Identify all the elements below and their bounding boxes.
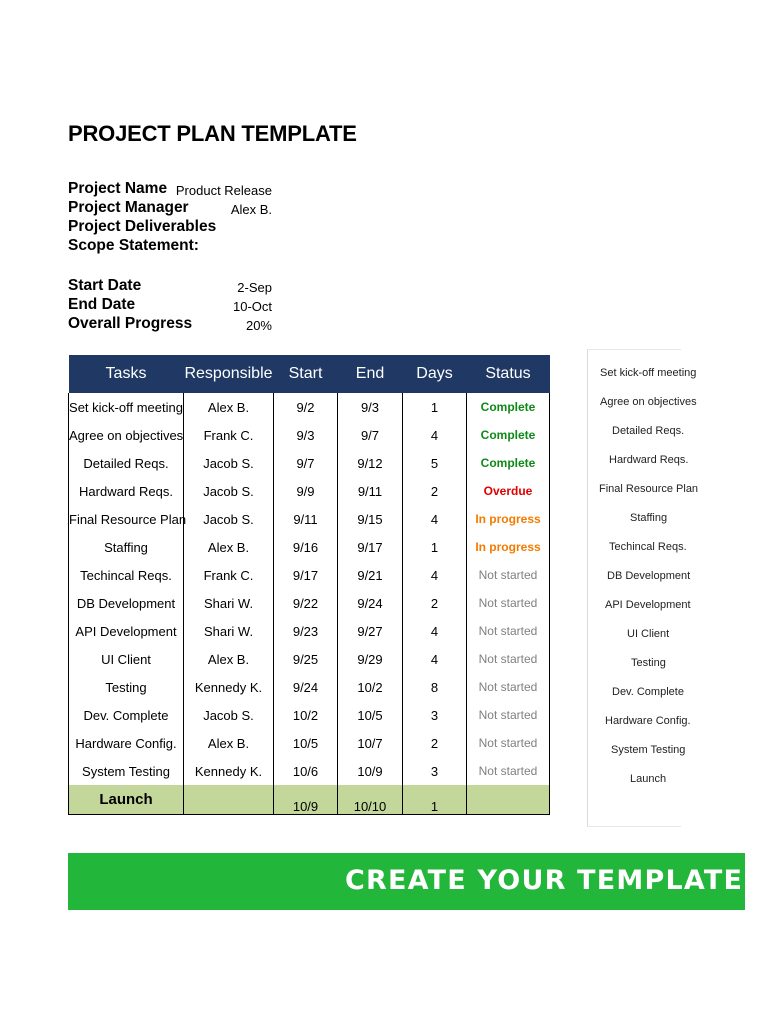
cell-status[interactable]: Complete: [467, 393, 550, 421]
cell-days[interactable]: 4: [403, 561, 467, 589]
table-row: [69, 477, 550, 505]
gantt-task-label-text: System Testing: [611, 744, 686, 756]
cell-status[interactable]: Not started: [467, 617, 550, 645]
gantt-task-label-text: Agree on objectives: [600, 396, 697, 408]
info-value[interactable]: 2-Sep: [237, 280, 272, 295]
gantt-task-label-text: Hardward Reqs.: [609, 454, 689, 466]
cell-task[interactable]: System Testing: [69, 757, 184, 785]
cell-status[interactable]: Not started: [467, 701, 550, 729]
cell-end[interactable]: 10/10: [338, 785, 403, 814]
table-row: [69, 533, 550, 561]
cell-responsible[interactable]: Jacob S.: [184, 477, 274, 505]
cell-task[interactable]: Staffing: [69, 533, 184, 561]
gantt-task-label: [612, 686, 684, 698]
cell-start[interactable]: 10/2: [274, 701, 338, 729]
table-row: [69, 421, 550, 449]
cell-responsible[interactable]: Kennedy K.: [184, 673, 274, 701]
cell-start[interactable]: 9/25: [274, 645, 338, 673]
cell-end[interactable]: 10/2: [338, 673, 403, 701]
table-row: [69, 393, 550, 421]
cell-task[interactable]: Techincal Reqs.: [69, 561, 184, 589]
gantt-task-label: [630, 773, 666, 785]
gantt-task-label: [605, 715, 691, 727]
gantt-task-label-text: Launch: [630, 773, 667, 785]
cell-start[interactable]: 9/3: [274, 421, 338, 449]
cell-status[interactable]: [467, 785, 550, 814]
cell-end[interactable]: 9/7: [338, 421, 403, 449]
gantt-task-label-text: Hardware Config.: [605, 715, 691, 727]
create-template-banner[interactable]: [68, 853, 745, 910]
cell-responsible[interactable]: Alex B.: [184, 393, 274, 421]
cell-task[interactable]: Testing: [69, 673, 184, 701]
cell-days[interactable]: 2: [403, 589, 467, 617]
gantt-task-label: [600, 396, 697, 408]
gantt-task-label: [609, 541, 687, 553]
cell-end[interactable]: 9/27: [338, 617, 403, 645]
cell-task[interactable]: Dev. Complete: [69, 701, 184, 729]
cell-end[interactable]: 9/24: [338, 589, 403, 617]
info-label: Start Date: [68, 277, 142, 294]
gantt-task-label-text: Final Resource Plan: [599, 483, 699, 495]
cell-task[interactable]: API Development: [69, 617, 184, 645]
cell-responsible[interactable]: Frank C.: [184, 421, 274, 449]
cell-start[interactable]: 9/11: [274, 505, 338, 533]
cell-start[interactable]: 9/9: [274, 477, 338, 505]
gantt-task-label: [609, 454, 688, 466]
column-header-responsible[interactable]: Responsible: [184, 355, 274, 393]
info-value[interactable]: Alex B.: [230, 202, 272, 217]
cell-responsible[interactable]: Alex B.: [184, 533, 274, 561]
gantt-task-label: [631, 657, 666, 669]
table-row: [69, 505, 550, 533]
cell-responsible[interactable]: Jacob S.: [184, 449, 274, 477]
table-row: [69, 673, 550, 701]
cell-task[interactable]: Launch: [69, 785, 184, 814]
gantt-task-label-text: DB Development: [607, 570, 691, 582]
cell-responsible[interactable]: Jacob S.: [184, 505, 274, 533]
cell-responsible[interactable]: Kennedy K.: [184, 757, 274, 785]
cell-status[interactable]: Complete: [467, 449, 550, 477]
gantt-task-label-text: UI Client: [627, 628, 670, 640]
cell-task[interactable]: Final Resource Plan: [69, 505, 184, 533]
gantt-task-label-text: Set kick-off meeting: [600, 367, 697, 379]
cell-task[interactable]: DB Development: [69, 589, 184, 617]
cell-days[interactable]: 3: [403, 701, 467, 729]
gantt-task-label: [607, 570, 690, 582]
cell-days[interactable]: 1: [403, 785, 467, 814]
cell-end[interactable]: 10/7: [338, 729, 403, 757]
gantt-task-label-text: Testing: [631, 657, 666, 669]
column-header-end[interactable]: End: [338, 355, 403, 393]
cell-days[interactable]: 2: [403, 729, 467, 757]
cell-days[interactable]: 1: [403, 393, 467, 421]
gantt-task-label: [611, 744, 685, 756]
cell-responsible[interactable]: Jacob S.: [184, 701, 274, 729]
cell-days[interactable]: 3: [403, 757, 467, 785]
banner-text: CREATE YOUR TEMPLATE: [345, 865, 744, 896]
cell-task[interactable]: UI Client: [69, 645, 184, 673]
cell-status[interactable]: Overdue: [467, 477, 550, 505]
info-value[interactable]: 10-Oct: [232, 299, 272, 314]
cell-start[interactable]: 9/17: [274, 561, 338, 589]
cell-start[interactable]: 10/5: [274, 729, 338, 757]
table-row: [69, 589, 550, 617]
column-header-tasks[interactable]: Tasks: [69, 355, 184, 393]
gantt-task-label-text: API Development: [605, 599, 691, 611]
info-label: Scope Statement:: [68, 237, 199, 254]
cell-task[interactable]: Set kick-off meeting: [69, 393, 184, 421]
cell-end[interactable]: 9/29: [338, 645, 403, 673]
column-header-days[interactable]: Days: [403, 355, 467, 393]
gantt-task-label-text: Dev. Complete: [612, 686, 684, 698]
column-header-start[interactable]: Start: [274, 355, 338, 393]
cell-days[interactable]: 2: [403, 477, 467, 505]
info-label: End Date: [68, 296, 136, 313]
cell-status[interactable]: Not started: [467, 589, 550, 617]
cell-days[interactable]: 8: [403, 673, 467, 701]
cell-end[interactable]: 10/9: [338, 757, 403, 785]
table-row: [69, 785, 550, 814]
gantt-task-label: [630, 512, 667, 524]
info-value[interactable]: Product Release: [175, 183, 272, 198]
gantt-task-label-text: Techincal Reqs.: [609, 541, 687, 553]
cell-start[interactable]: 9/23: [274, 617, 338, 645]
cell-status[interactable]: In progress: [467, 533, 550, 561]
cell-task[interactable]: Detailed Reqs.: [69, 449, 184, 477]
gantt-task-label-text: Detailed Reqs.: [612, 425, 685, 437]
info-label: Project Manager: [68, 199, 189, 216]
cell-days[interactable]: 1: [403, 533, 467, 561]
cell-status[interactable]: Not started: [467, 673, 550, 701]
cell-days[interactable]: 4: [403, 505, 467, 533]
cell-task[interactable]: Hardward Reqs.: [69, 477, 184, 505]
cell-task[interactable]: Agree on objectives: [69, 421, 184, 449]
cell-status[interactable]: Not started: [467, 561, 550, 589]
cell-days[interactable]: 4: [403, 421, 467, 449]
cell-end[interactable]: 9/15: [338, 505, 403, 533]
cell-status[interactable]: Complete: [467, 421, 550, 449]
cell-days[interactable]: 4: [403, 617, 467, 645]
cell-responsible[interactable]: Alex B.: [184, 729, 274, 757]
cell-end[interactable]: 10/5: [338, 701, 403, 729]
cell-start[interactable]: 10/9: [274, 785, 338, 814]
cell-days[interactable]: 4: [403, 645, 467, 673]
cell-end[interactable]: 9/11: [338, 477, 403, 505]
cell-status[interactable]: In progress: [467, 505, 550, 533]
table-row: [69, 561, 550, 589]
cell-status[interactable]: Not started: [467, 645, 550, 673]
table-row: [69, 701, 550, 729]
cell-start[interactable]: 9/7: [274, 449, 338, 477]
table-row: [69, 645, 550, 673]
cell-start[interactable]: 10/6: [274, 757, 338, 785]
cell-responsible[interactable]: Shari W.: [184, 617, 274, 645]
cell-start[interactable]: 9/16: [274, 533, 338, 561]
cell-end[interactable]: 9/17: [338, 533, 403, 561]
table-header-row: [69, 355, 550, 393]
gantt-task-label-text: Staffing: [630, 512, 668, 524]
cell-responsible[interactable]: [184, 785, 274, 814]
gantt-task-label: [627, 628, 669, 640]
gantt-task-label: [605, 599, 691, 611]
cell-start[interactable]: 9/22: [274, 589, 338, 617]
cell-responsible[interactable]: Alex B.: [184, 645, 274, 673]
column-header-status[interactable]: Status: [467, 355, 550, 393]
gantt-task-label: [599, 483, 698, 495]
cell-responsible[interactable]: Frank C.: [184, 561, 274, 589]
cell-responsible[interactable]: Shari W.: [184, 589, 274, 617]
cell-start[interactable]: 9/24: [274, 673, 338, 701]
gantt-task-label: [612, 425, 684, 437]
table-row: [69, 617, 550, 645]
gantt-task-label: [600, 367, 696, 379]
cell-days[interactable]: 5: [403, 449, 467, 477]
info-value[interactable]: 20%: [245, 318, 272, 333]
table-row: [69, 729, 550, 757]
cell-status[interactable]: Not started: [467, 729, 550, 757]
info-label: Project Name: [68, 180, 168, 197]
table-row: [69, 757, 550, 785]
page-title: PROJECT PLAN TEMPLATE: [68, 121, 357, 146]
project-plan-table: [68, 355, 550, 815]
cell-end[interactable]: 9/3: [338, 393, 403, 421]
cell-start[interactable]: 9/2: [274, 393, 338, 421]
info-label: Project Deliverables: [68, 218, 217, 235]
cell-task[interactable]: Hardware Config.: [69, 729, 184, 757]
cell-status[interactable]: Not started: [467, 757, 550, 785]
info-label: Overall Progress: [68, 315, 193, 332]
table-row: [69, 449, 550, 477]
gantt-side-panel: [587, 349, 699, 827]
cell-end[interactable]: 9/12: [338, 449, 403, 477]
cell-end[interactable]: 9/21: [338, 561, 403, 589]
